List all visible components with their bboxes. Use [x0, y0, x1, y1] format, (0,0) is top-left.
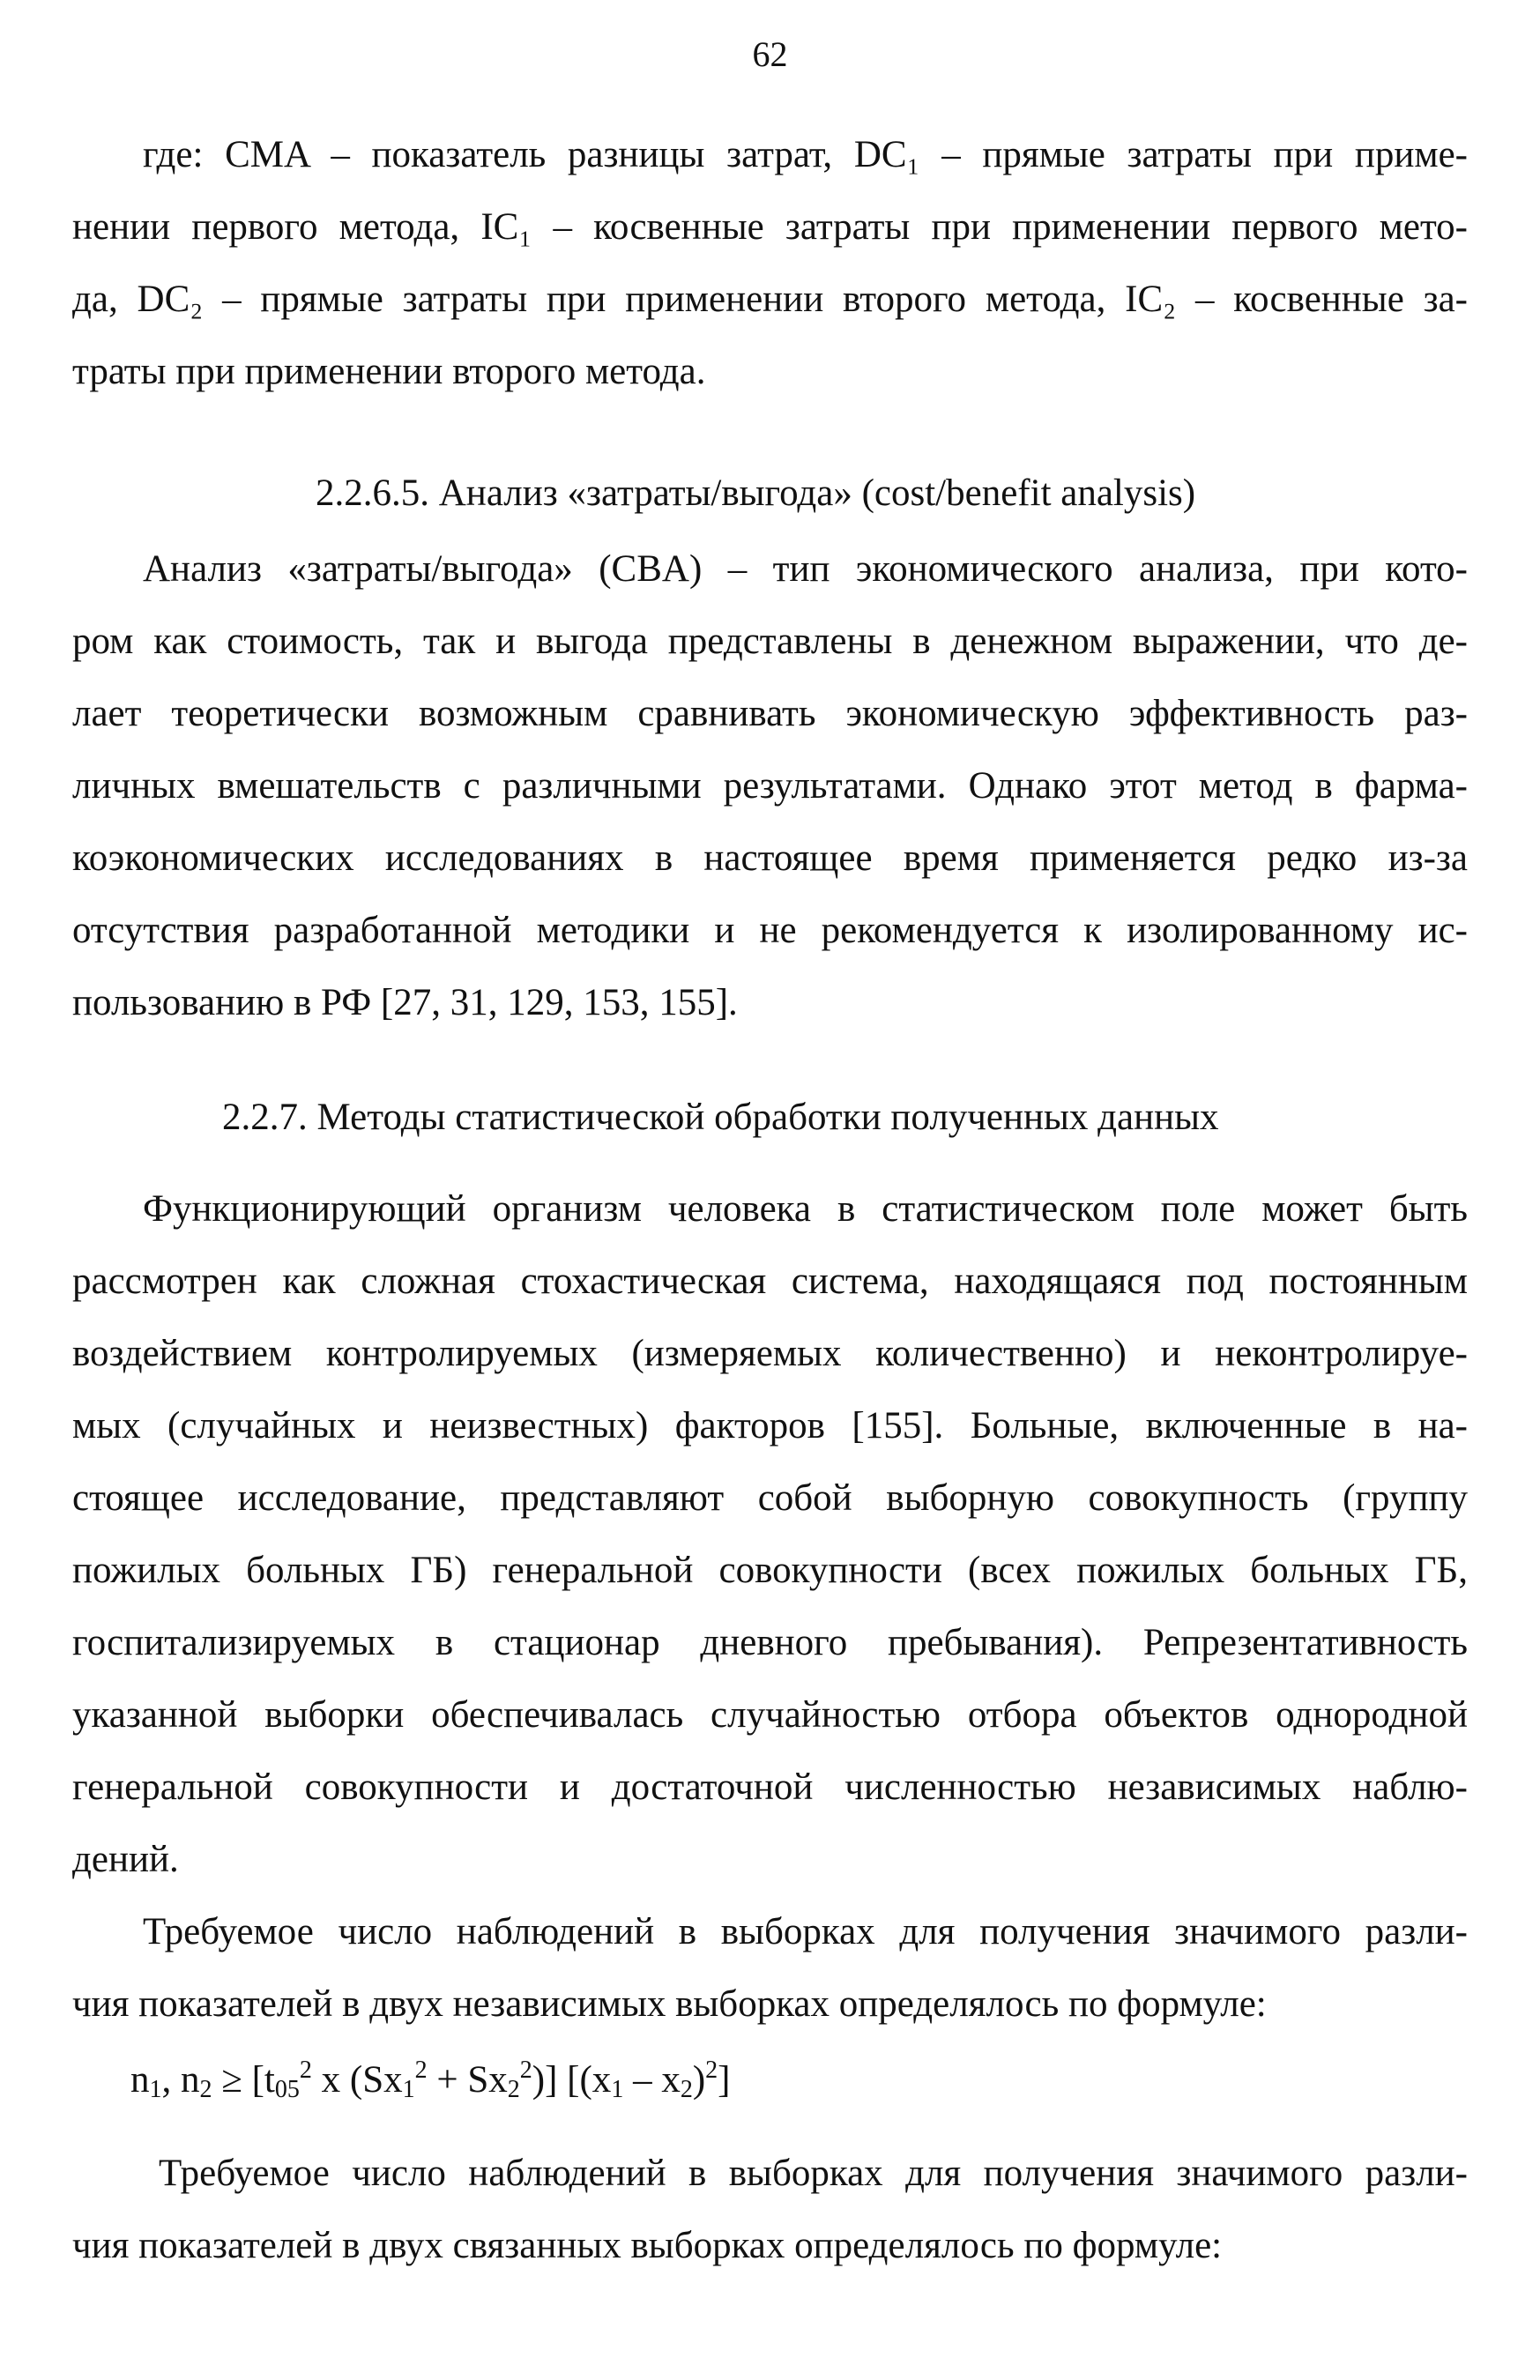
paragraph-line: генеральной совокупности и достаточной численностью независимых наблю-	[72, 1766, 1468, 1808]
section-heading: 2.2.7. Методы статистической обработки полученных данных	[222, 1097, 1219, 1138]
formula-subscript: 1	[149, 2076, 162, 2103]
paragraph-line: Функционирующий организм человека в статистическом поле может быть	[143, 1188, 1468, 1230]
formula-close: )] [(x	[532, 2059, 612, 2101]
formula-minus: – x	[623, 2059, 681, 2101]
paragraph-line: Требуемое число наблюдений в выборках для получения значимого разли-	[159, 2153, 1468, 2194]
formula-subscript: 1	[402, 2076, 415, 2103]
paragraph-line: коэкономических исследованиях в настоящее время применяется редко из-за	[72, 837, 1468, 879]
paragraph-line: воздействием контролируемых (измеряемых количественно) и неконтролируе-	[72, 1333, 1468, 1374]
sample-size-formula	[130, 2056, 730, 2105]
formula-superscript: 2	[414, 2056, 428, 2084]
paragraph-line: Требуемое число наблюдений в выборках для получения значимого разли-	[143, 1911, 1468, 1952]
paragraph-line: чия показателей в двух связанных выборках определялось по формуле:	[72, 2225, 1223, 2266]
paragraph-line: чия показателей в двух независимых выборках определялось по формуле:	[72, 1983, 1267, 2025]
paragraph-line: лает теоретически возможным сравнивать экономическую эффективность раз-	[72, 693, 1468, 734]
paragraph-line: мых (случайных и неизвестных) факторов [155]. Больные, включенные в на-	[72, 1405, 1468, 1447]
formula-separator: ,	[161, 2059, 181, 2101]
section-heading: 2.2.6.5. Анализ «затраты/выгода» (cost/benefit analysis)	[316, 472, 1196, 514]
formula-subscript: 2	[199, 2076, 212, 2103]
formula-n2: n	[181, 2059, 200, 2101]
paragraph-line: где: CMA – показатель разницы затрат, DC₁ – прямые затраты при приме-	[143, 134, 1468, 175]
paragraph-line: да, DC₂ – прямые затраты при применении второго метода, IC₂ – косвенные за-	[72, 279, 1468, 320]
paragraph-line: траты при применении второго метода.	[72, 351, 706, 392]
paragraph-line: Анализ «затраты/выгода» (CBA) – тип экономического анализа, при кото-	[143, 548, 1468, 590]
formula-subscript: 05	[274, 2076, 300, 2103]
paragraph-line: дений.	[72, 1839, 179, 1880]
formula-plus: + Sx	[427, 2059, 508, 2101]
formula-end-bracket: ]	[718, 2059, 731, 2101]
paragraph-line: пользованию в РФ [27, 31, 129, 153, 155].	[72, 982, 738, 1023]
paragraph-line: личных вмешательств с различными результатами. Однако этот метод в фарма-	[72, 765, 1468, 807]
formula-superscript: 2	[519, 2056, 532, 2084]
paragraph-line: нении первого метода, IC₁ – косвенные затраты при применении первого мето-	[72, 206, 1468, 248]
formula-times: x (Sx	[311, 2059, 403, 2101]
formula-end: )	[692, 2059, 706, 2101]
formula-superscript: 2	[705, 2056, 718, 2084]
paragraph-line: стоящее исследование, представляют собой выборную совокупность (группу	[72, 1477, 1468, 1519]
formula-superscript: 2	[299, 2056, 312, 2084]
formula-n1: n	[130, 2059, 150, 2101]
paragraph-line: пожилых больных ГБ) генеральной совокупности (всех пожилых больных ГБ,	[72, 1550, 1468, 1591]
formula-subscript: 2	[507, 2076, 520, 2103]
paragraph-line: указанной выборки обеспечивалась случайностью отбора объектов однородной	[72, 1694, 1468, 1736]
paragraph-line: госпитализируемых в стационар дневного пребывания). Репрезентативность	[72, 1622, 1468, 1663]
formula-subscript: 2	[680, 2076, 693, 2103]
paragraph-line: ром как стоимость, так и выгода представлены в денежном выражении, что де-	[72, 621, 1468, 662]
formula-geq: ≥ [t	[212, 2059, 275, 2101]
paragraph-line: отсутствия разработанной методики и не рекомендуется к изолированному ис-	[72, 910, 1468, 951]
page-number: 62	[752, 34, 788, 74]
formula-subscript: 1	[611, 2076, 624, 2103]
paragraph-line: рассмотрен как сложная стохастическая система, находящаяся под постоянным	[72, 1261, 1468, 1302]
